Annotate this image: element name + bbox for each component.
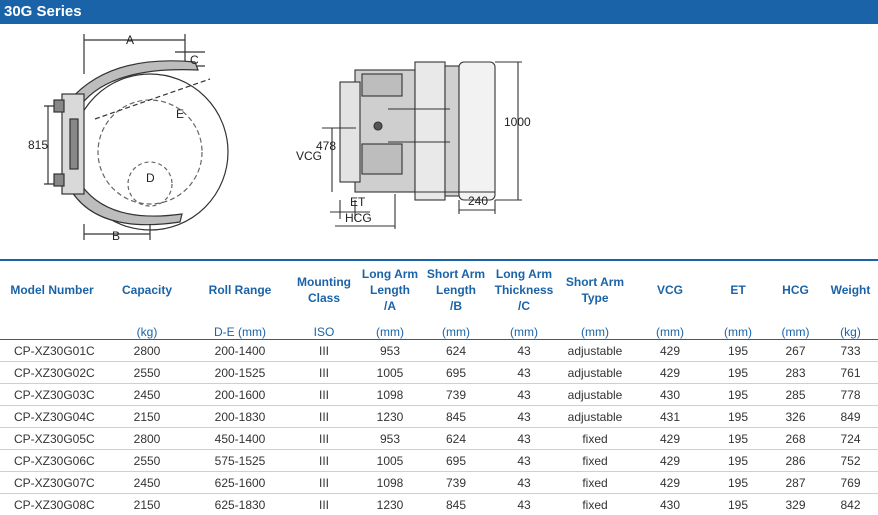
table-row <box>0 340 878 362</box>
table-cell: 2150 <box>104 494 190 515</box>
drawing-svg <box>0 24 878 259</box>
label-b: B <box>112 229 120 243</box>
table-row <box>0 362 878 384</box>
column-unit: (kg) <box>104 319 190 340</box>
table-cell: adjustable <box>558 340 632 362</box>
table-cell: 195 <box>708 406 768 428</box>
table-cell: 733 <box>823 340 878 362</box>
column-header: ET <box>708 260 768 319</box>
table-cell: 43 <box>490 428 558 450</box>
table-cell: 450-1400 <box>190 428 290 450</box>
label-240: 240 <box>468 194 488 208</box>
column-header: HCG <box>768 260 823 319</box>
table-cell: CP-XZ30G03C <box>0 384 104 406</box>
column-unit: (mm) <box>632 319 708 340</box>
table-cell: 625-1600 <box>190 472 290 494</box>
table-cell: 195 <box>708 362 768 384</box>
table-cell: 43 <box>490 406 558 428</box>
table-cell: 200-1600 <box>190 384 290 406</box>
table-cell: 43 <box>490 384 558 406</box>
column-header: VCG <box>632 260 708 319</box>
table-cell: 195 <box>708 340 768 362</box>
table-cell: 283 <box>768 362 823 384</box>
table-cell: 2800 <box>104 340 190 362</box>
table-cell: 195 <box>708 494 768 515</box>
table-cell: 429 <box>632 428 708 450</box>
table-units-row <box>0 319 878 340</box>
table-cell: 286 <box>768 450 823 472</box>
table-cell: 326 <box>768 406 823 428</box>
label-hcg: HCG <box>345 211 372 225</box>
table-cell: 1098 <box>358 472 422 494</box>
table-cell: fixed <box>558 428 632 450</box>
table-cell: 778 <box>823 384 878 406</box>
table-cell: adjustable <box>558 362 632 384</box>
table-cell: 200-1525 <box>190 362 290 384</box>
table-cell: 285 <box>768 384 823 406</box>
table-cell: III <box>290 472 358 494</box>
table-cell: 724 <box>823 428 878 450</box>
table-cell: 429 <box>632 362 708 384</box>
table-cell: CP-XZ30G01C <box>0 340 104 362</box>
column-unit: (mm) <box>768 319 823 340</box>
table-cell: fixed <box>558 494 632 515</box>
spec-table <box>0 259 878 515</box>
table-cell: 845 <box>422 406 490 428</box>
table-cell: CP-XZ30G05C <box>0 428 104 450</box>
table-cell: III <box>290 362 358 384</box>
table-cell: 953 <box>358 428 422 450</box>
table-cell: 625-1830 <box>190 494 290 515</box>
table-cell: 1098 <box>358 384 422 406</box>
label-vcg: VCG <box>296 149 322 163</box>
table-cell: 43 <box>490 450 558 472</box>
table-cell: 739 <box>422 472 490 494</box>
table-body <box>0 340 878 515</box>
column-header: Model Number <box>0 260 104 319</box>
table-cell: 431 <box>632 406 708 428</box>
table-cell: CP-XZ30G02C <box>0 362 104 384</box>
column-unit: (mm) <box>358 319 422 340</box>
column-unit: (mm) <box>708 319 768 340</box>
table-cell: 429 <box>632 450 708 472</box>
table-cell: 2150 <box>104 406 190 428</box>
table-cell: 842 <box>823 494 878 515</box>
table-row <box>0 406 878 428</box>
table-cell: adjustable <box>558 406 632 428</box>
table-cell: 195 <box>708 472 768 494</box>
column-header: Weight <box>823 260 878 319</box>
label-d: D <box>146 171 155 185</box>
table-cell: 769 <box>823 472 878 494</box>
table-cell: 752 <box>823 450 878 472</box>
table-cell: 695 <box>422 362 490 384</box>
table-cell: 43 <box>490 494 558 515</box>
table-cell: fixed <box>558 450 632 472</box>
label-e: E <box>176 107 184 121</box>
table-cell: 624 <box>422 428 490 450</box>
column-unit: (mm) <box>490 319 558 340</box>
column-header: Short Arm Type <box>558 260 632 319</box>
table-cell: 43 <box>490 472 558 494</box>
series-title-bar <box>0 0 878 24</box>
table-cell: 2450 <box>104 472 190 494</box>
column-unit: ISO <box>290 319 358 340</box>
column-header: Capacity <box>104 260 190 319</box>
table-cell: 849 <box>823 406 878 428</box>
table-cell: 195 <box>708 450 768 472</box>
table-cell: 1230 <box>358 494 422 515</box>
table-cell: 200-1830 <box>190 406 290 428</box>
table-cell: 429 <box>632 340 708 362</box>
side-view-drawing <box>44 34 228 240</box>
label-c: C <box>190 53 199 67</box>
column-header: Long Arm Length /A <box>358 260 422 319</box>
table-cell: CP-XZ30G08C <box>0 494 104 515</box>
table-cell: CP-XZ30G06C <box>0 450 104 472</box>
table-row <box>0 384 878 406</box>
column-header: Short Arm Length /B <box>422 260 490 319</box>
table-cell: CP-XZ30G04C <box>0 406 104 428</box>
column-header: Roll Range <box>190 260 290 319</box>
table-cell: III <box>290 384 358 406</box>
table-cell: III <box>290 450 358 472</box>
label-478: 478 <box>316 139 336 153</box>
label-a: A <box>126 33 134 47</box>
technical-drawing <box>0 24 878 259</box>
table-cell: III <box>290 428 358 450</box>
table-cell: 1005 <box>358 362 422 384</box>
table-cell: 430 <box>632 494 708 515</box>
table-cell: 268 <box>768 428 823 450</box>
table-cell: 429 <box>632 472 708 494</box>
table-cell: 287 <box>768 472 823 494</box>
table-cell: 624 <box>422 340 490 362</box>
column-header: Long Arm Thickness /C <box>490 260 558 319</box>
table-cell: 2550 <box>104 450 190 472</box>
table-row <box>0 472 878 494</box>
table-cell: 329 <box>768 494 823 515</box>
table-cell: 761 <box>823 362 878 384</box>
table-row <box>0 494 878 515</box>
table-cell: 845 <box>422 494 490 515</box>
table-header-row <box>0 260 878 319</box>
table-row <box>0 428 878 450</box>
column-header: Mounting Class <box>290 260 358 319</box>
column-unit <box>0 319 104 340</box>
table-cell: III <box>290 340 358 362</box>
column-unit: (mm) <box>558 319 632 340</box>
table-cell: 195 <box>708 428 768 450</box>
table-cell: 2550 <box>104 362 190 384</box>
table-row <box>0 450 878 472</box>
label-1000: 1000 <box>504 115 531 129</box>
table-cell: 430 <box>632 384 708 406</box>
table-cell: 2800 <box>104 428 190 450</box>
column-unit: (kg) <box>823 319 878 340</box>
table-cell: 739 <box>422 384 490 406</box>
table-cell: 1230 <box>358 406 422 428</box>
label-815: 815 <box>28 138 48 152</box>
table-cell: 267 <box>768 340 823 362</box>
table-cell: 200-1400 <box>190 340 290 362</box>
table-cell: CP-XZ30G07C <box>0 472 104 494</box>
table-cell: 695 <box>422 450 490 472</box>
column-unit: (mm) <box>422 319 490 340</box>
table-cell: III <box>290 494 358 515</box>
table-cell: 1005 <box>358 450 422 472</box>
column-unit: D-E (mm) <box>190 319 290 340</box>
table-cell: 195 <box>708 384 768 406</box>
table-cell: 43 <box>490 362 558 384</box>
table-cell: III <box>290 406 358 428</box>
table-cell: adjustable <box>558 384 632 406</box>
table-cell: 575-1525 <box>190 450 290 472</box>
table-cell: 43 <box>490 340 558 362</box>
table-cell: 953 <box>358 340 422 362</box>
table-cell: fixed <box>558 472 632 494</box>
table-cell: 2450 <box>104 384 190 406</box>
label-et: ET <box>350 195 366 209</box>
series-title: 30G Series <box>4 3 82 20</box>
